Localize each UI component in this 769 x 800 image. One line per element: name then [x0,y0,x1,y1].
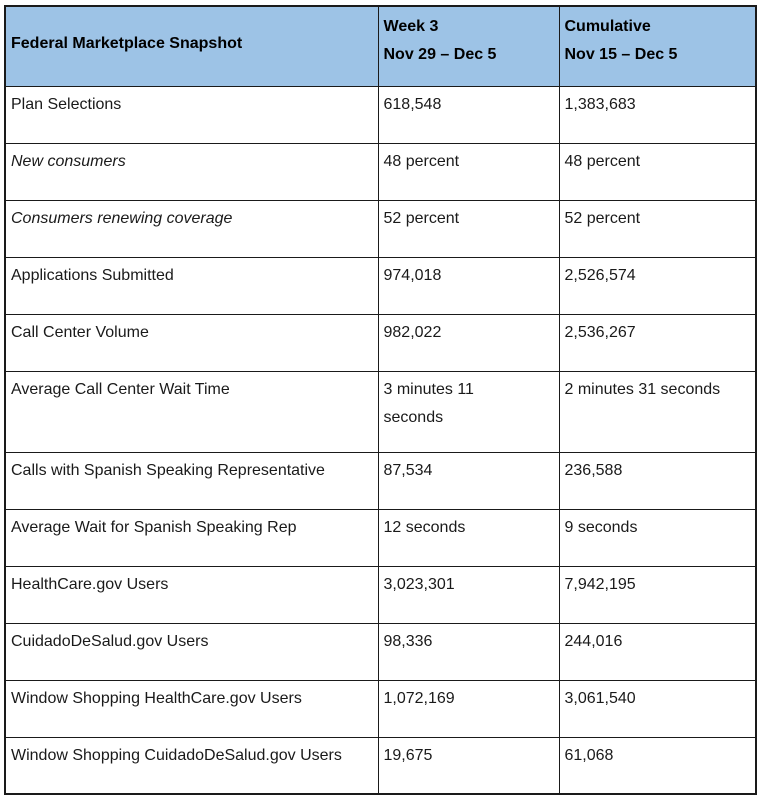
cumulative-value: 9 seconds [559,509,756,566]
row-label: CuidadoDeSalud.gov Users [5,623,378,680]
header-cumulative-dates: Nov 15 – Dec 5 [564,46,678,63]
table-row-applications-submitted [5,257,756,314]
table-row-consumers-renewing [5,200,756,257]
week-value: 982,022 [378,314,559,371]
table-row-window-shopping-cuidadodesalud [5,737,756,794]
week-value: 1,072,169 [378,680,559,737]
cumulative-value: 236,588 [559,452,756,509]
table-header-row [5,6,756,86]
cumulative-value: 48 percent [559,143,756,200]
table-row-spanish-wait [5,509,756,566]
week-value: 48 percent [378,143,559,200]
header-week3 [378,6,559,86]
cumulative-value: 2,526,574 [559,257,756,314]
table-row-window-shopping-healthcare [5,680,756,737]
week-value: 19,675 [378,737,559,794]
row-label: Consumers renewing coverage [5,200,378,257]
cumulative-value: 61,068 [559,737,756,794]
cumulative-value: 2,536,267 [559,314,756,371]
header-cumulative-title: Cumulative [564,18,651,35]
header-cumulative [559,6,756,86]
row-label: Plan Selections [5,86,378,143]
week-value: 974,018 [378,257,559,314]
week-value: 98,336 [378,623,559,680]
row-label: Window Shopping HealthCare.gov Users [5,680,378,737]
header-snapshot-title [5,6,378,86]
week-value: 87,534 [378,452,559,509]
row-label: Window Shopping CuidadoDeSalud.gov Users [5,737,378,794]
row-label: Average Wait for Spanish Speaking Rep [5,509,378,566]
table-row-cuidadodesalud-users [5,623,756,680]
row-label: Call Center Volume [5,314,378,371]
cumulative-value: 3,061,540 [559,680,756,737]
table-row-plan-selections [5,86,756,143]
table-row-average-wait-time [5,371,756,452]
federal-marketplace-snapshot-table [4,5,757,795]
table-row-spanish-calls [5,452,756,509]
week-value: 52 percent [378,200,559,257]
cumulative-value: 244,016 [559,623,756,680]
cumulative-value: 1,383,683 [559,86,756,143]
row-label: Calls with Spanish Speaking Representative [5,452,378,509]
cumulative-value: 7,942,195 [559,566,756,623]
cumulative-value: 2 minutes 31 seconds [559,371,756,452]
table-row-call-center-volume [5,314,756,371]
week-value: 3,023,301 [378,566,559,623]
row-label: Average Call Center Wait Time [5,371,378,452]
header-week3-dates: Nov 29 – Dec 5 [383,46,497,63]
week-value: 12 seconds [378,509,559,566]
row-label: Applications Submitted [5,257,378,314]
table-row-new-consumers [5,143,756,200]
cumulative-value: 52 percent [559,200,756,257]
header-snapshot-title-text: Federal Marketplace Snapshot [11,35,243,53]
table-row-healthcare-users [5,566,756,623]
row-label: New consumers [5,143,378,200]
week-value: 3 minutes 11 seconds [378,371,559,452]
header-week3-title: Week 3 [383,18,439,35]
row-label: HealthCare.gov Users [5,566,378,623]
week-value: 618,548 [378,86,559,143]
